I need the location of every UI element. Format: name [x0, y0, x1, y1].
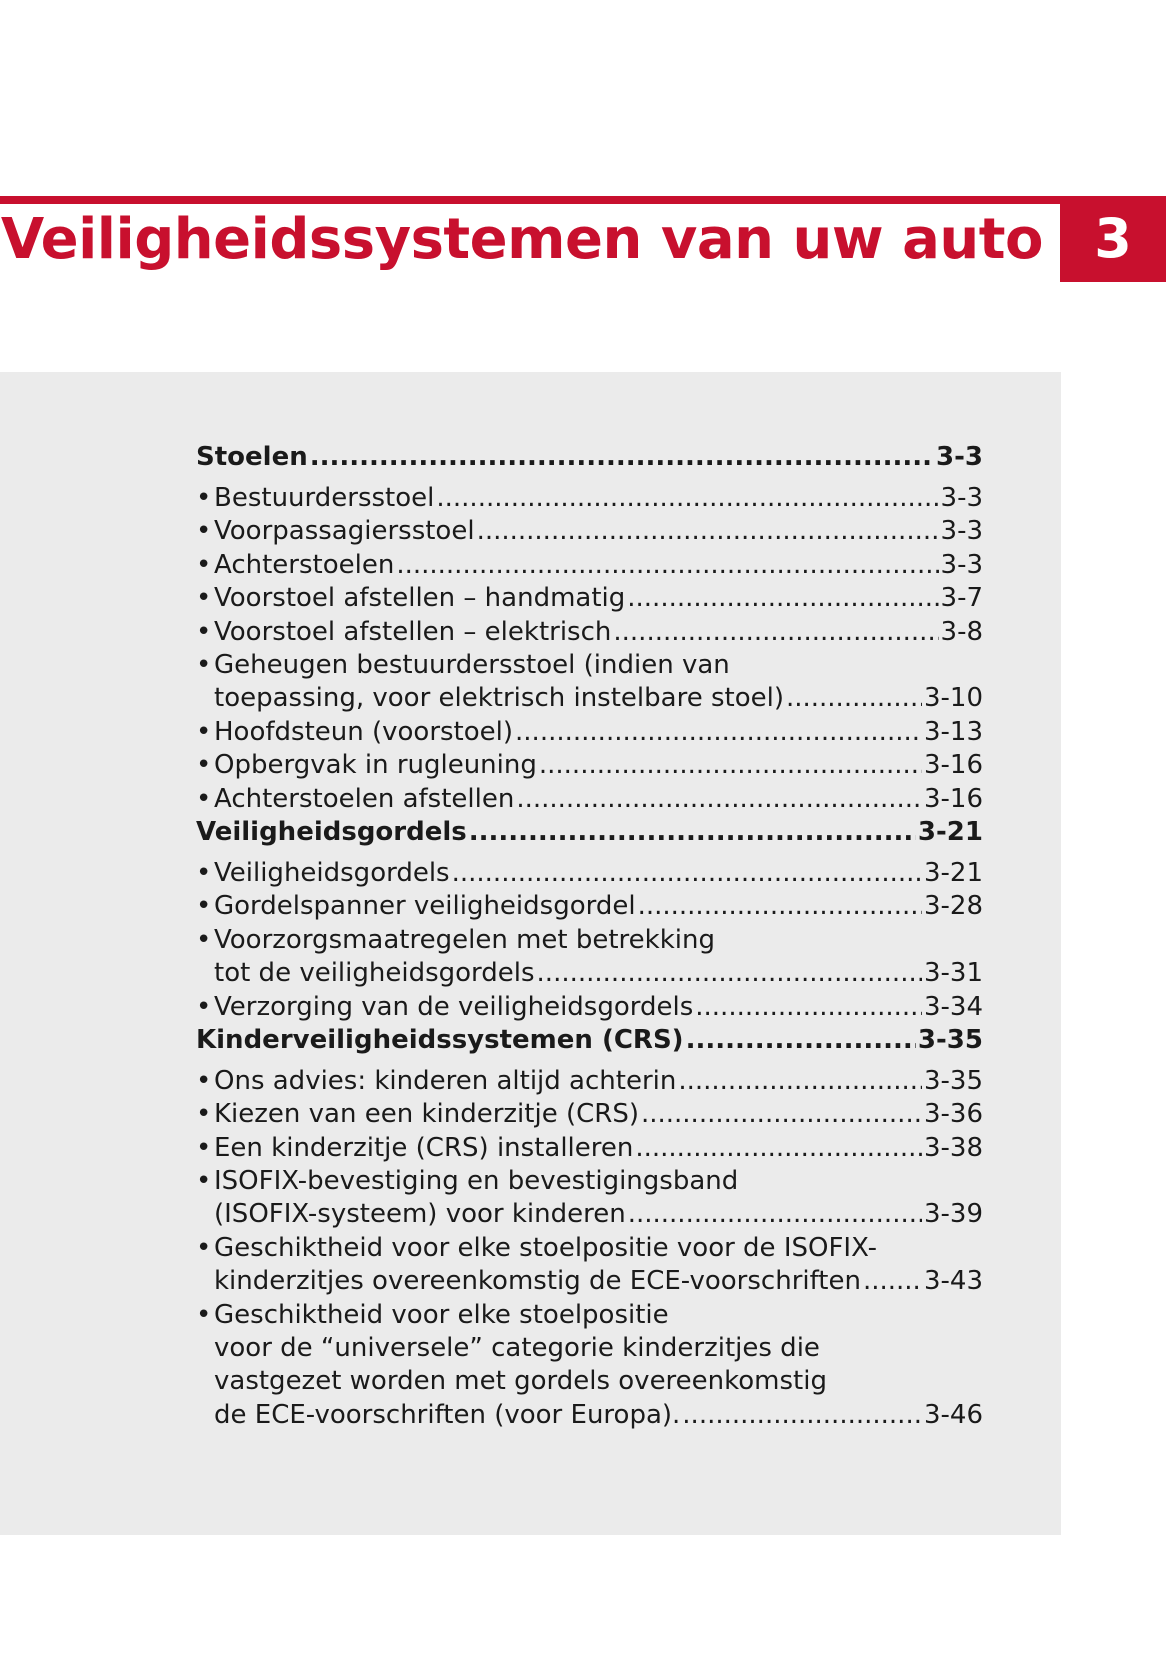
toc-entry-label: Geschiktheid voor elke stoelpositie voor de ISOFIX- [214, 1232, 877, 1263]
toc-page-number: 3-34 [923, 991, 983, 1022]
toc-leader-dots [469, 816, 916, 849]
toc-entry-label: Opbergvak in rugleuning [214, 750, 537, 781]
toc-leader-dots [686, 1024, 916, 1057]
toc-entry-label: Voorstoel afstellen – handmatig [214, 583, 626, 614]
toc-entry[interactable] [196, 991, 983, 1024]
toc-leader-dots [436, 482, 938, 515]
toc-leader-dots [452, 857, 922, 890]
toc-entry[interactable] [196, 549, 983, 582]
toc-entry-continuation: vastgezet worden met gordels overeenkomstig [214, 1366, 827, 1397]
bullet: • [196, 716, 212, 747]
toc-page-number: 3-3 [940, 482, 983, 513]
toc-entry[interactable] [196, 682, 983, 715]
toc-section-stoelen[interactable] [196, 441, 983, 474]
bullet: • [196, 649, 212, 680]
toc-leader-dots [638, 890, 922, 923]
bullet: • [196, 482, 212, 513]
toc-page-number: 3-43 [923, 1266, 983, 1297]
toc-leader-dots [678, 1065, 922, 1098]
toc-entry-label: toepassing, voor elektrisch instelbare stoel) [214, 683, 784, 714]
toc-entry-label: Gordelspanner veiligheidsgordel [214, 891, 636, 922]
toc-leader-dots [477, 515, 939, 548]
toc-page-number: 3-31 [923, 958, 983, 989]
toc-leader-dots [635, 1132, 922, 1165]
toc-entry-first-line[interactable] [196, 924, 983, 957]
toc-entry-label: Geschiktheid voor elke stoelpositie [214, 1299, 669, 1330]
toc-entry-label: kinderzitjes overeenkomstig de ECE-voorschriften [214, 1266, 861, 1297]
toc-entry[interactable] [196, 890, 983, 923]
bullet: • [196, 616, 212, 647]
toc-entry-label: Achterstoelen [214, 549, 395, 580]
bullet: • [196, 1299, 212, 1330]
toc-page-number: 3-35 [917, 1024, 983, 1055]
toc-entry-first-line[interactable] [196, 649, 983, 682]
bullet: • [196, 750, 212, 781]
toc-entry[interactable] [196, 1198, 983, 1231]
toc-entry-continuation: voor de “universele” categorie kinderzitjes die [214, 1333, 820, 1364]
toc-entry-label: Kiezen van een kinderzitje (CRS) [214, 1099, 639, 1130]
toc-entry[interactable] [196, 582, 983, 615]
bullet: • [196, 1232, 212, 1263]
bullet: • [196, 516, 212, 547]
bullet: • [196, 1065, 212, 1096]
toc-entry-label: Bestuurdersstoel [214, 482, 435, 513]
toc-section-label: Stoelen [196, 442, 308, 472]
toc-entry[interactable] [196, 957, 983, 990]
toc-section-label: Veiligheidsgordels [196, 816, 467, 847]
toc-leader-dots [396, 549, 938, 582]
toc-entry-label: ISOFIX-bevestiging en bevestigingsband [214, 1166, 739, 1197]
chapter-number: 3 [1060, 196, 1166, 282]
toc-entry[interactable] [196, 1265, 983, 1298]
toc-entry-label: Hoofdsteun (voorstoel) [214, 716, 514, 747]
toc-page-number: 3-35 [923, 1065, 983, 1096]
toc-entry[interactable] [196, 482, 983, 515]
bullet: • [196, 583, 212, 614]
toc-page-number: 3-38 [923, 1132, 983, 1163]
toc-page-number: 3-7 [940, 583, 983, 614]
toc-entry[interactable] [196, 1132, 983, 1165]
toc-page-number: 3-16 [923, 783, 983, 814]
toc-leader-dots [641, 1098, 922, 1131]
toc-entry-label: Voorstoel afstellen – elektrisch [214, 616, 612, 647]
toc-leader-dots [786, 682, 922, 715]
toc-page-number: 3-13 [923, 716, 983, 747]
toc-entry-first-line[interactable] [196, 1165, 983, 1198]
toc-entry[interactable] [196, 616, 983, 649]
toc-page-number: 3-36 [923, 1099, 983, 1130]
toc-section-veiligheidsgordels[interactable] [196, 816, 983, 849]
chapter-title: Veiligheidssystemen van uw auto [0, 207, 1043, 272]
toc-page-number: 3-3 [940, 516, 983, 547]
bullet: • [196, 1099, 212, 1130]
toc-leader-dots [515, 716, 922, 749]
bullet: • [196, 924, 212, 955]
toc-leader-dots [627, 582, 938, 615]
toc-entry[interactable] [196, 1098, 983, 1131]
toc-entry-label: Een kinderzitje (CRS) installeren [214, 1132, 634, 1163]
bullet: • [196, 549, 212, 580]
toc-leader-dots [537, 957, 922, 990]
table-of-contents [196, 441, 983, 1432]
toc-entry-label: Achterstoelen afstellen [214, 783, 515, 814]
toc-entry-first-line[interactable] [196, 1299, 983, 1332]
toc-section-kinderveiligheidssystemen[interactable] [196, 1024, 983, 1057]
toc-leader-dots [516, 783, 922, 816]
bullet: • [196, 1132, 212, 1163]
toc-entry[interactable] [196, 1065, 983, 1098]
toc-entry-label: tot de veiligheidsgordels [214, 958, 535, 989]
toc-entry[interactable] [196, 857, 983, 890]
toc-page-number: 3-46 [923, 1399, 983, 1430]
toc-page-number: 3-21 [923, 857, 983, 888]
toc-page-number: 3-3 [936, 442, 983, 472]
toc-entry-label: Geheugen bestuurdersstoel (indien van [214, 649, 730, 680]
toc-page-number: 3-39 [923, 1199, 983, 1230]
toc-leader-dots [682, 1399, 922, 1432]
toc-entry-label: Voorzorgsmaatregelen met betrekking [214, 924, 715, 955]
toc-entry-label: Veiligheidsgordels [214, 857, 450, 888]
bullet: • [196, 891, 212, 922]
toc-entry[interactable] [196, 749, 983, 782]
toc-leader-dots [863, 1265, 922, 1298]
toc-entry-label: (ISOFIX-systeem) voor kinderen [214, 1199, 626, 1230]
toc-page-number: 3-16 [923, 750, 983, 781]
toc-page-number: 3-10 [923, 683, 983, 714]
toc-leader-dots [310, 441, 934, 474]
header-rule [0, 196, 1060, 204]
toc-page-number: 3-8 [940, 616, 983, 647]
bullet: • [196, 1166, 212, 1197]
bullet: • [196, 991, 212, 1022]
toc-entry-label: Voorpassagiersstoel [214, 516, 475, 547]
toc-entry[interactable] [196, 515, 983, 548]
toc-entry[interactable] [196, 1399, 983, 1432]
toc-entry-label: Verzorging van de veiligheidsgordels [214, 991, 694, 1022]
bullet: • [196, 857, 212, 888]
toc-leader-dots [695, 991, 922, 1024]
toc-entry-label: de ECE-voorschriften (voor Europa). [214, 1399, 681, 1430]
toc-leader-dots [628, 1198, 922, 1231]
toc-leader-dots [613, 616, 938, 649]
toc-leader-dots [539, 749, 922, 782]
toc-page-number: 3-3 [940, 549, 983, 580]
toc-entry-first-line[interactable] [196, 1232, 983, 1265]
bullet: • [196, 783, 212, 814]
toc-page-number: 3-21 [917, 816, 983, 847]
toc-entry[interactable] [196, 716, 983, 749]
toc-entry[interactable] [196, 783, 983, 816]
toc-entry-label: Ons advies: kinderen altijd achterin [214, 1065, 677, 1096]
toc-section-label: Kinderveiligheidssystemen (CRS) [196, 1024, 684, 1055]
toc-page-number: 3-28 [923, 891, 983, 922]
